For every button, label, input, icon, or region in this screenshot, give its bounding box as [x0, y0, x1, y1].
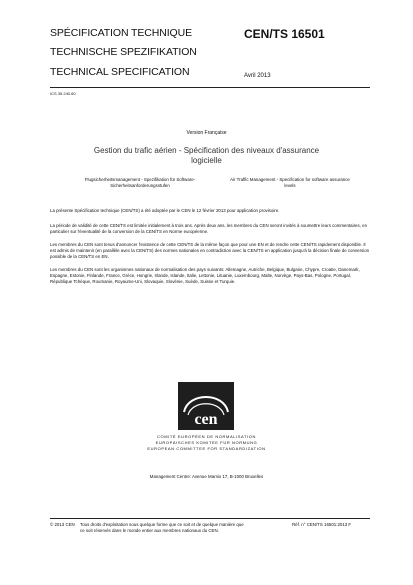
- version-label: Version Française: [186, 130, 227, 136]
- footer-rule: [50, 518, 370, 519]
- doc-type-fr: SPÉCIFICATION TECHNIQUE: [50, 27, 192, 39]
- cen-logo: [178, 382, 234, 430]
- publication-date: Avril 2013: [244, 73, 271, 79]
- document-title: Gestion du trafic aérien - Spécification des niveaux d'assurance logicielle: [93, 146, 320, 165]
- document-reference: Réf. n° CEN/TS 16501:2013 F: [292, 522, 352, 527]
- title-english: Air Traffic Management - Specification for software assurance levels: [230, 177, 350, 189]
- doc-type-de: TECHNISCHE SPEZIFIKATION: [50, 46, 197, 58]
- cen-tagline-fr: COMITÉ EUROPÉEN DE NORMALISATION: [157, 434, 256, 439]
- doc-type-en: TECHNICAL SPECIFICATION: [50, 66, 190, 78]
- management-centre-address: Management Centre: Avenue Marnix 17, B-1000 Bruxelles: [149, 474, 264, 479]
- rights-line-1: Tous droits d'exploitation sous quelque forme que ce soit et de quelque manière que: [80, 522, 244, 527]
- title-german: Flugsicherheitsmanagement - Spezifikation für Software-Sicherheitsanforderungsstufen: [84, 177, 196, 189]
- rights-line-2: ce soit réservés dans le monde entier aux membres nationaux du CEN.: [80, 528, 219, 533]
- cen-logo-text: cen: [194, 411, 218, 428]
- header-rule: [50, 87, 370, 88]
- ics-code: ICS 35.240.60: [50, 91, 76, 96]
- document-number: CEN/TS 16501: [244, 27, 325, 41]
- cen-tagline-en: EUROPEAN COMMITTEE FOR STANDARDIZATION: [147, 446, 266, 451]
- paragraph-members: Les membres du CEN sont les organismes nationaux de normalisation des pays suivants: Allemagne, Autriche, Belgique, Bulgarie, Chypre, Croatie, Danemark, Espagne, Estonie, Finlande, France, Grèce, Hongrie, Irlande, Islande, Italie, Lettonie, Lituanie, Luxembourg, Malte, Norvège, Pays-Bas, Pologne, Portugal, République Tchèque, Roumanie, Royaume-Uni, Slovaquie, Slovénie, Suède, Suisse et Turquie.: [50, 267, 360, 284]
- paragraph-validity: La période de validité de cette CEN/TS est limitée initialement à trois ans. Après deux ans, les membres du CEN seront invités à soumettre leurs commentaires, en particulier sur l'éventualité de la conversion de la CEN/TS en Norme européenne.: [50, 223, 368, 234]
- paragraph-obligations: Les membres du CEN sont tenus d'annoncer l'existence de cette CEN/TS de la même façon que pour une EN et de rendre cette CEN/TS rapidement disponible. Il est admis de maintenir (en parallèle avec la CEN/TS) des normes nationales en contradiction avec la CEN/TS en application jusqu'à la décision finale de conversion possible de la CEN/TS en EN.: [50, 242, 370, 259]
- copyright: © 2013 CEN: [50, 522, 75, 527]
- paragraph-adoption: La présente Spécification technique (CEN/TS) a été adoptée par le CEN le 12 février 2013 pour application provisoire.: [50, 208, 280, 213]
- cen-tagline-de: EUROPÄISCHES KOMITEE FÜR NORMUNG: [155, 440, 258, 445]
